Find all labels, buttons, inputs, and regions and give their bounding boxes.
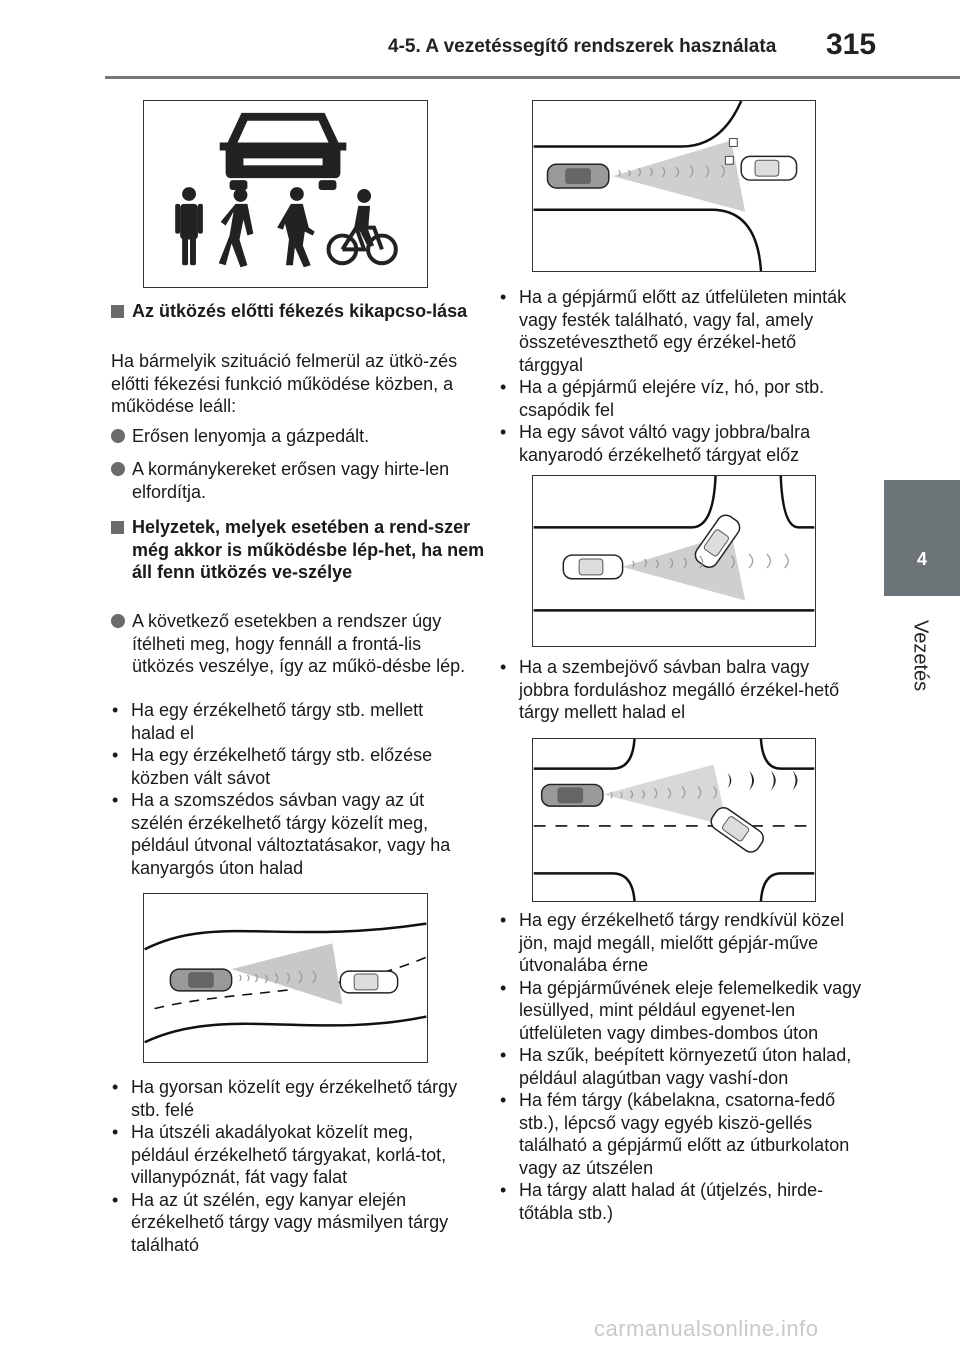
car-front-icon	[220, 113, 347, 178]
section-heading-unintended-activation: Helyzetek, melyek esetében a rend-szer még akkor is működésbe lép-het, ha nem áll fenn ütközés ve-szélye	[111, 516, 487, 584]
circle-bullet-icon	[111, 462, 125, 476]
circle-bullet-icon	[111, 614, 125, 628]
list-item: • Ha az út szélén, egy kanyar elején érzékelhető tárgy vagy másmilyen tárgy található	[112, 1189, 449, 1255]
own-vehicle-icon	[170, 969, 231, 991]
object-box-icon	[729, 139, 737, 147]
list-item: • Ha egy érzékelhető tárgy rendkívül közel jön, majd megáll, mielőtt gépjár-műve útvonalába érne	[500, 910, 845, 975]
chapter-tab: 4	[884, 480, 960, 596]
circle-bullet-icon	[111, 429, 125, 443]
circle-list-item: A kormánykereket erősen vagy hirte-len elfordítja.	[111, 458, 487, 503]
bullet-list	[104, 699, 466, 879]
figure-oncoming-turn	[532, 475, 816, 647]
heading-square-icon	[111, 305, 124, 318]
list-item: • Ha a gépjármű előtt az útfelületen minták vagy festék található, vagy fal, amely összetéveszthető egy érzékel-hető tárggyal	[500, 287, 847, 375]
detectable-objects-illustration	[144, 101, 427, 287]
page-number: 315	[826, 28, 877, 61]
list-item: • Ha a szembejövő sávban balra vagy jobbra forduláshoz megálló érzékel-hető tárgy mellett halad el	[500, 657, 840, 722]
pedestrian-running-icon	[277, 187, 315, 267]
oncoming-turn-illustration	[533, 476, 815, 646]
section-intro-text: Ha bármelyik szituáció felmerül az ütkö-zés előtti fékezési funkció működése közben, a működése leáll:	[111, 351, 458, 416]
list-item: • Ha tárgy alatt halad át (útjelzés, hirde-tőtábla stb.)	[500, 1180, 824, 1223]
target-vehicle-icon	[708, 804, 767, 855]
pedestrian-standing-icon	[175, 187, 203, 265]
object-box-icon	[725, 156, 733, 164]
list-item: • Ha szűk, beépített környezetű úton halad, például alagútban vagy vashí-don	[500, 1045, 852, 1088]
figure-adjacent-vehicle	[532, 738, 816, 902]
bullet-list	[492, 909, 862, 1224]
bullet-list	[104, 1076, 466, 1256]
own-vehicle-icon	[542, 784, 603, 806]
list-item: • Ha útszéli akadályokat közelít meg, például érzékelhető tárgyakat, korlá-tot, villanypóznát, fát vagy falat	[112, 1122, 447, 1187]
own-vehicle-icon	[563, 555, 622, 579]
adjacent-vehicle-illustration	[533, 739, 815, 901]
chapter-label: Vezetés	[909, 620, 932, 692]
target-vehicle-icon	[741, 156, 796, 180]
circle-list-item: Erősen lenyomja a gázpedált.	[111, 425, 487, 448]
list-item: • Ha gépjárművének eleje felemelkedik vagy lesüllyed, mint például egyenet-len útfelületen vagy dimbes-dombos úton	[500, 977, 862, 1043]
running-header-title: 4-5. A vezetéssegítő rendszerek használata	[388, 36, 777, 57]
list-item: • Ha egy érzékelhető tárgy stb. előzése közben vált sávot	[112, 745, 433, 788]
list-item: • Ha egy sávot váltó vagy jobbra/balra kanyarodó érzékelhető tárgyat előz	[500, 422, 811, 465]
figure-turning-vehicle	[532, 100, 816, 272]
bullet-list	[492, 656, 862, 724]
list-item: • Ha gyorsan közelít egy érzékelhető tárgy stb. felé	[112, 1077, 458, 1120]
target-vehicle-icon	[340, 971, 397, 993]
figure-detectable-objects	[143, 100, 428, 288]
bullet-list	[492, 286, 862, 466]
figure-curved-road	[143, 893, 428, 1063]
list-item: • Ha fém tárgy (kábelakna, csatorna-fedő stb.), lépcső vagy egyéb kiszö-gellés található a gépjármű előtt az útburkolaton vagy az útszélen	[500, 1090, 850, 1178]
own-vehicle-icon	[547, 164, 608, 188]
watermark: carmanualsonline.info	[594, 1316, 819, 1341]
list-item: • Ha egy érzékelhető tárgy stb. mellett halad el	[112, 700, 424, 743]
list-item: • Ha a szomszédos sávban vagy az út szélén érzékelhető tárgy közelít meg, például útvonal változtatásakor, vagy ha kanyargós úton halad	[112, 790, 451, 878]
header-rule	[105, 76, 960, 79]
heading-square-icon	[111, 521, 124, 534]
section-heading-disable: Az ütközés előtti fékezés kikapcso-lása	[111, 300, 487, 323]
curved-road-illustration	[144, 894, 427, 1062]
circle-list-item: A következő esetekben a rendszer úgy ítélheti meg, hogy fennáll a frontá-lis ütközés veszélye, így az műkö-désbe lép.	[111, 610, 487, 678]
turning-vehicle-illustration	[533, 101, 815, 271]
pedestrian-walking-icon	[219, 188, 254, 267]
list-item: • Ha a gépjármű elejére víz, hó, por stb. csapódik fel	[500, 377, 825, 420]
